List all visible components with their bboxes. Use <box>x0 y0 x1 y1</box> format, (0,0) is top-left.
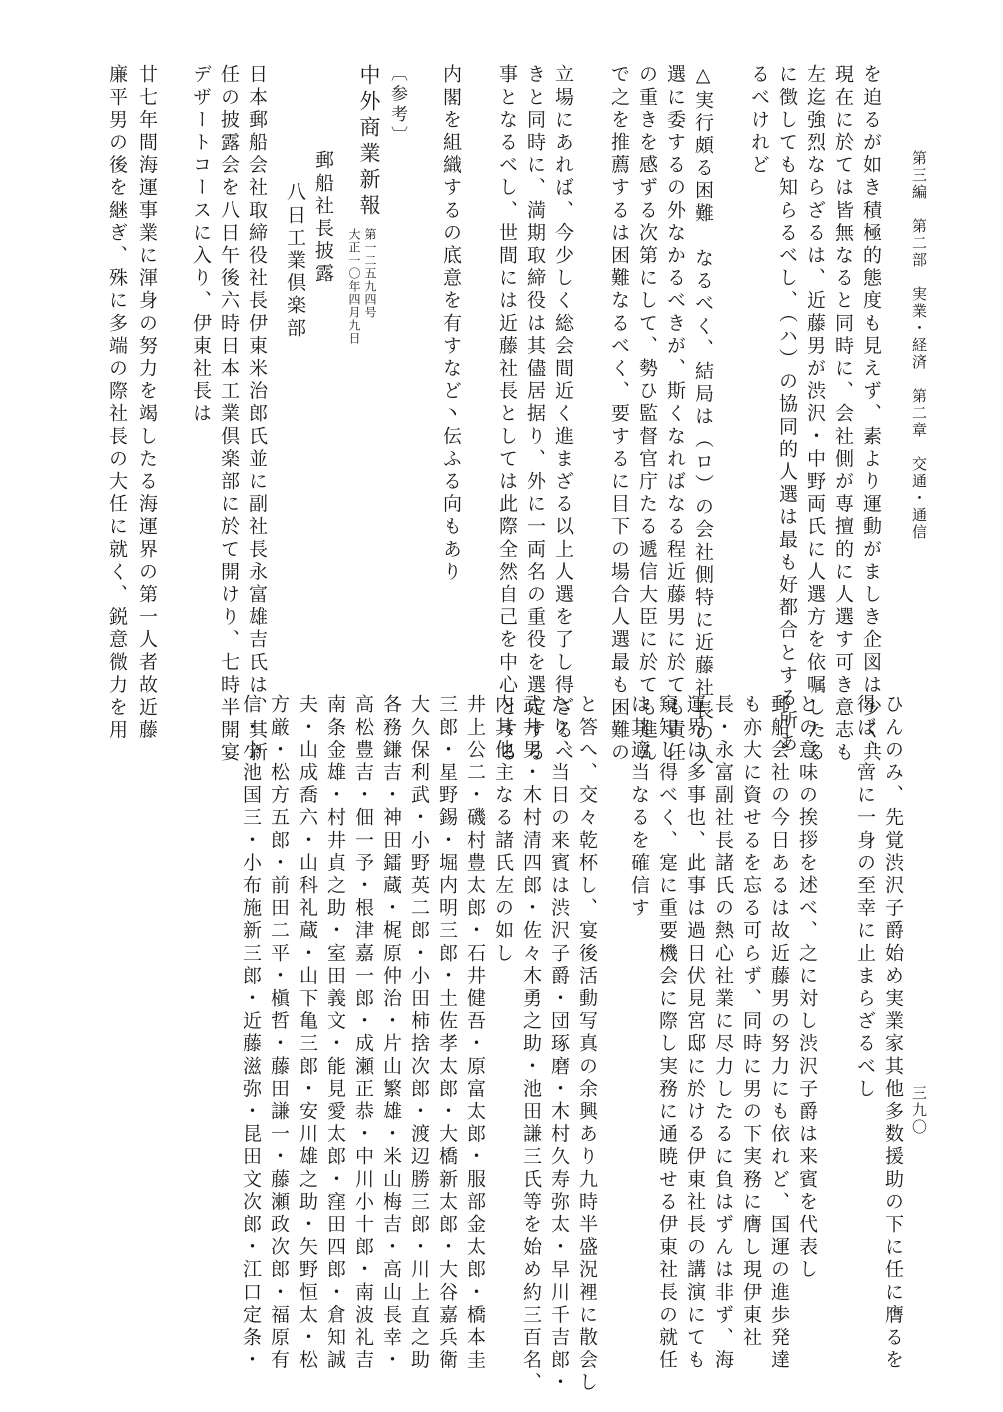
text-line: との意味の挨拶を述べ、之に対し渋沢子爵は来賓を代表し <box>796 694 818 1282</box>
text-line: で之を推薦するは困難なるべく、要するに目下の場合人選最も困難の <box>608 64 630 765</box>
text-line: を迫るが如き積極的態度も見えず、素より運動がましき企図は少く共 <box>860 64 882 765</box>
reference-label: 〔参考〕 <box>387 64 407 147</box>
issue-number: 第一二五九四号 <box>363 228 377 319</box>
text-line: 長・永富副社長諸氏の熱心社業に尽力したるに負はずんは非ず、海 <box>712 694 734 1372</box>
text-line: 夫・山成喬六・山科礼蔵・山下亀三郎・安川雄之助・矢野恒太・松 <box>296 694 318 1372</box>
text-line: も亦大に資せるを忘る可らず、同時に男の下実務に膺し現伊東社 <box>740 694 762 1350</box>
text-line: 運界は多事也、此事は過日伏見宮邸に於ける伊東社長の講演にても <box>684 694 706 1372</box>
text-line: △実行頗る困難 なるべく、結局は（ロ）の会社側特に近藤社長の人 <box>692 64 714 768</box>
article-line: 廿七年間海運事業に渾身の努力を竭したる海運界の第一人者故近藤 <box>136 64 158 742</box>
article-line: デザートコースに入り、伊東社長は <box>190 64 212 426</box>
article-title: 郵船社長披露 <box>312 150 334 286</box>
text-line: 現在に於ては皆無なると同時に、会社側が専擅的に人選す可き意志も <box>832 64 854 765</box>
text-line: 得ば、啻に一身の至幸に止まらざるべし <box>854 694 876 1101</box>
text-line: 郵船会社の今日あるは故近藤男の努力にも依れど、国運の進歩発達 <box>768 694 790 1372</box>
text-line: 南条金雄・村井貞之助・室田義文・能見愛太郎・窪田四郎・倉知誠 <box>324 694 346 1372</box>
text-line: 方厳・松方五郎・前田二平・槇哲・藤田謙一・藤瀬政次郎・福原有 <box>268 694 290 1372</box>
text-line: 井上公二・磯村豊太郎・石井健吾・原富太郎・服部金太郎・橋本圭 <box>464 694 486 1372</box>
text-line: 選に委するの外なかるべきが、斯くなればなる程近藤男に於ても責任 <box>664 64 686 765</box>
text-line: たり、当日の来賓は渋沢子爵・団琢磨・木村久寿弥太・早川千吉郎・ <box>548 694 570 1395</box>
text-line: の重きを感ずる次第にして、勢ひ監督官庁たる遞信大臣に於ても進ん <box>636 64 658 765</box>
text-line: 内閣を組織するの底意を有すなど丶伝ふる向もあり <box>440 64 462 584</box>
page-number: 三九〇 <box>910 1085 928 1136</box>
article-dateline: 八日工業倶楽部 <box>284 182 306 341</box>
text-line: 各務鎌吉・神田鐳蔵・梶原仲治・片山繁雄・米山梅吉・高山長幸・ <box>380 694 402 1372</box>
newspaper-title: 中外商業新報 <box>357 64 381 220</box>
text-line: 左迄強烈ならざるは、近藤男が渋沢・中野両氏に人選方を依嘱したる <box>804 64 826 765</box>
text-line: 事となるべし、世間には近藤社長としては此際全然自己を中心とする <box>496 64 518 765</box>
text-line: ひんのみ、先覚渋沢子爵始め実業家其他多数援助の下に任に膺るを <box>882 694 904 1372</box>
text-line: と答へ、交々乾杯し、宴後活動写真の余興あり九時半盛況裡に散会し <box>576 694 598 1395</box>
issue-date: 大正一〇年四月九日 <box>347 228 361 345</box>
text-line: 内其他主なる諸氏左の如し <box>492 694 514 966</box>
article-line: 任の披露会を八日午後六時日本工業倶楽部に於て開けり、七時半開宴 <box>218 64 240 765</box>
text-line: 大久保利武・小野英二郎・小田柿捨次郎・渡辺勝三郎・川上直之助 <box>408 694 430 1372</box>
text-line: 窺知し得べく、寔に重要機会に際し実務に通暁せる伊東社長の就任 <box>656 694 678 1372</box>
text-line: 高松豊吉・佃一予・根津嘉一郎・成瀬正恭・中川小十郎・南波礼吉 <box>352 694 374 1372</box>
text-line: に徴しても知らるべし、（ハ）の協同的人選は最も好都合とする所あ <box>776 64 798 756</box>
text-line: は其適当なるを確信す <box>628 694 650 920</box>
article-line: 廉平男の後を継ぎ、殊に多端の際社長の大任に就く、鋭意微力を用 <box>106 64 128 742</box>
text-line: るべけれど <box>748 64 770 177</box>
text-line: 立場にあれば、今少しく総会間近く進まざる以上人選を了し得ざるべ <box>552 64 574 765</box>
text-line: きと同時に、満期取締役は其儘居据り、外に一両名の重役を選定する <box>524 64 546 765</box>
text-line: 信・小池国三・小布施新三郎・近藤滋弥・昆田文次郎・江口定条・ <box>240 694 262 1372</box>
article-line: 日本郵船会社取締役社長伊東米治郎氏並に副社長永富雄吉氏は、其新 <box>246 64 268 765</box>
text-line: 三郎・星野錫・堀内明三郎・土佐孝太郎・大橋新太郎・大谷嘉兵衛 <box>436 694 458 1372</box>
running-header: 第三編 第二部 実業・経済 第二章 交通・通信 <box>910 150 928 541</box>
text-line: 武井男・木村清四郎・佐々木勇之助・池田謙三氏等を始め約三百名、 <box>520 694 542 1395</box>
